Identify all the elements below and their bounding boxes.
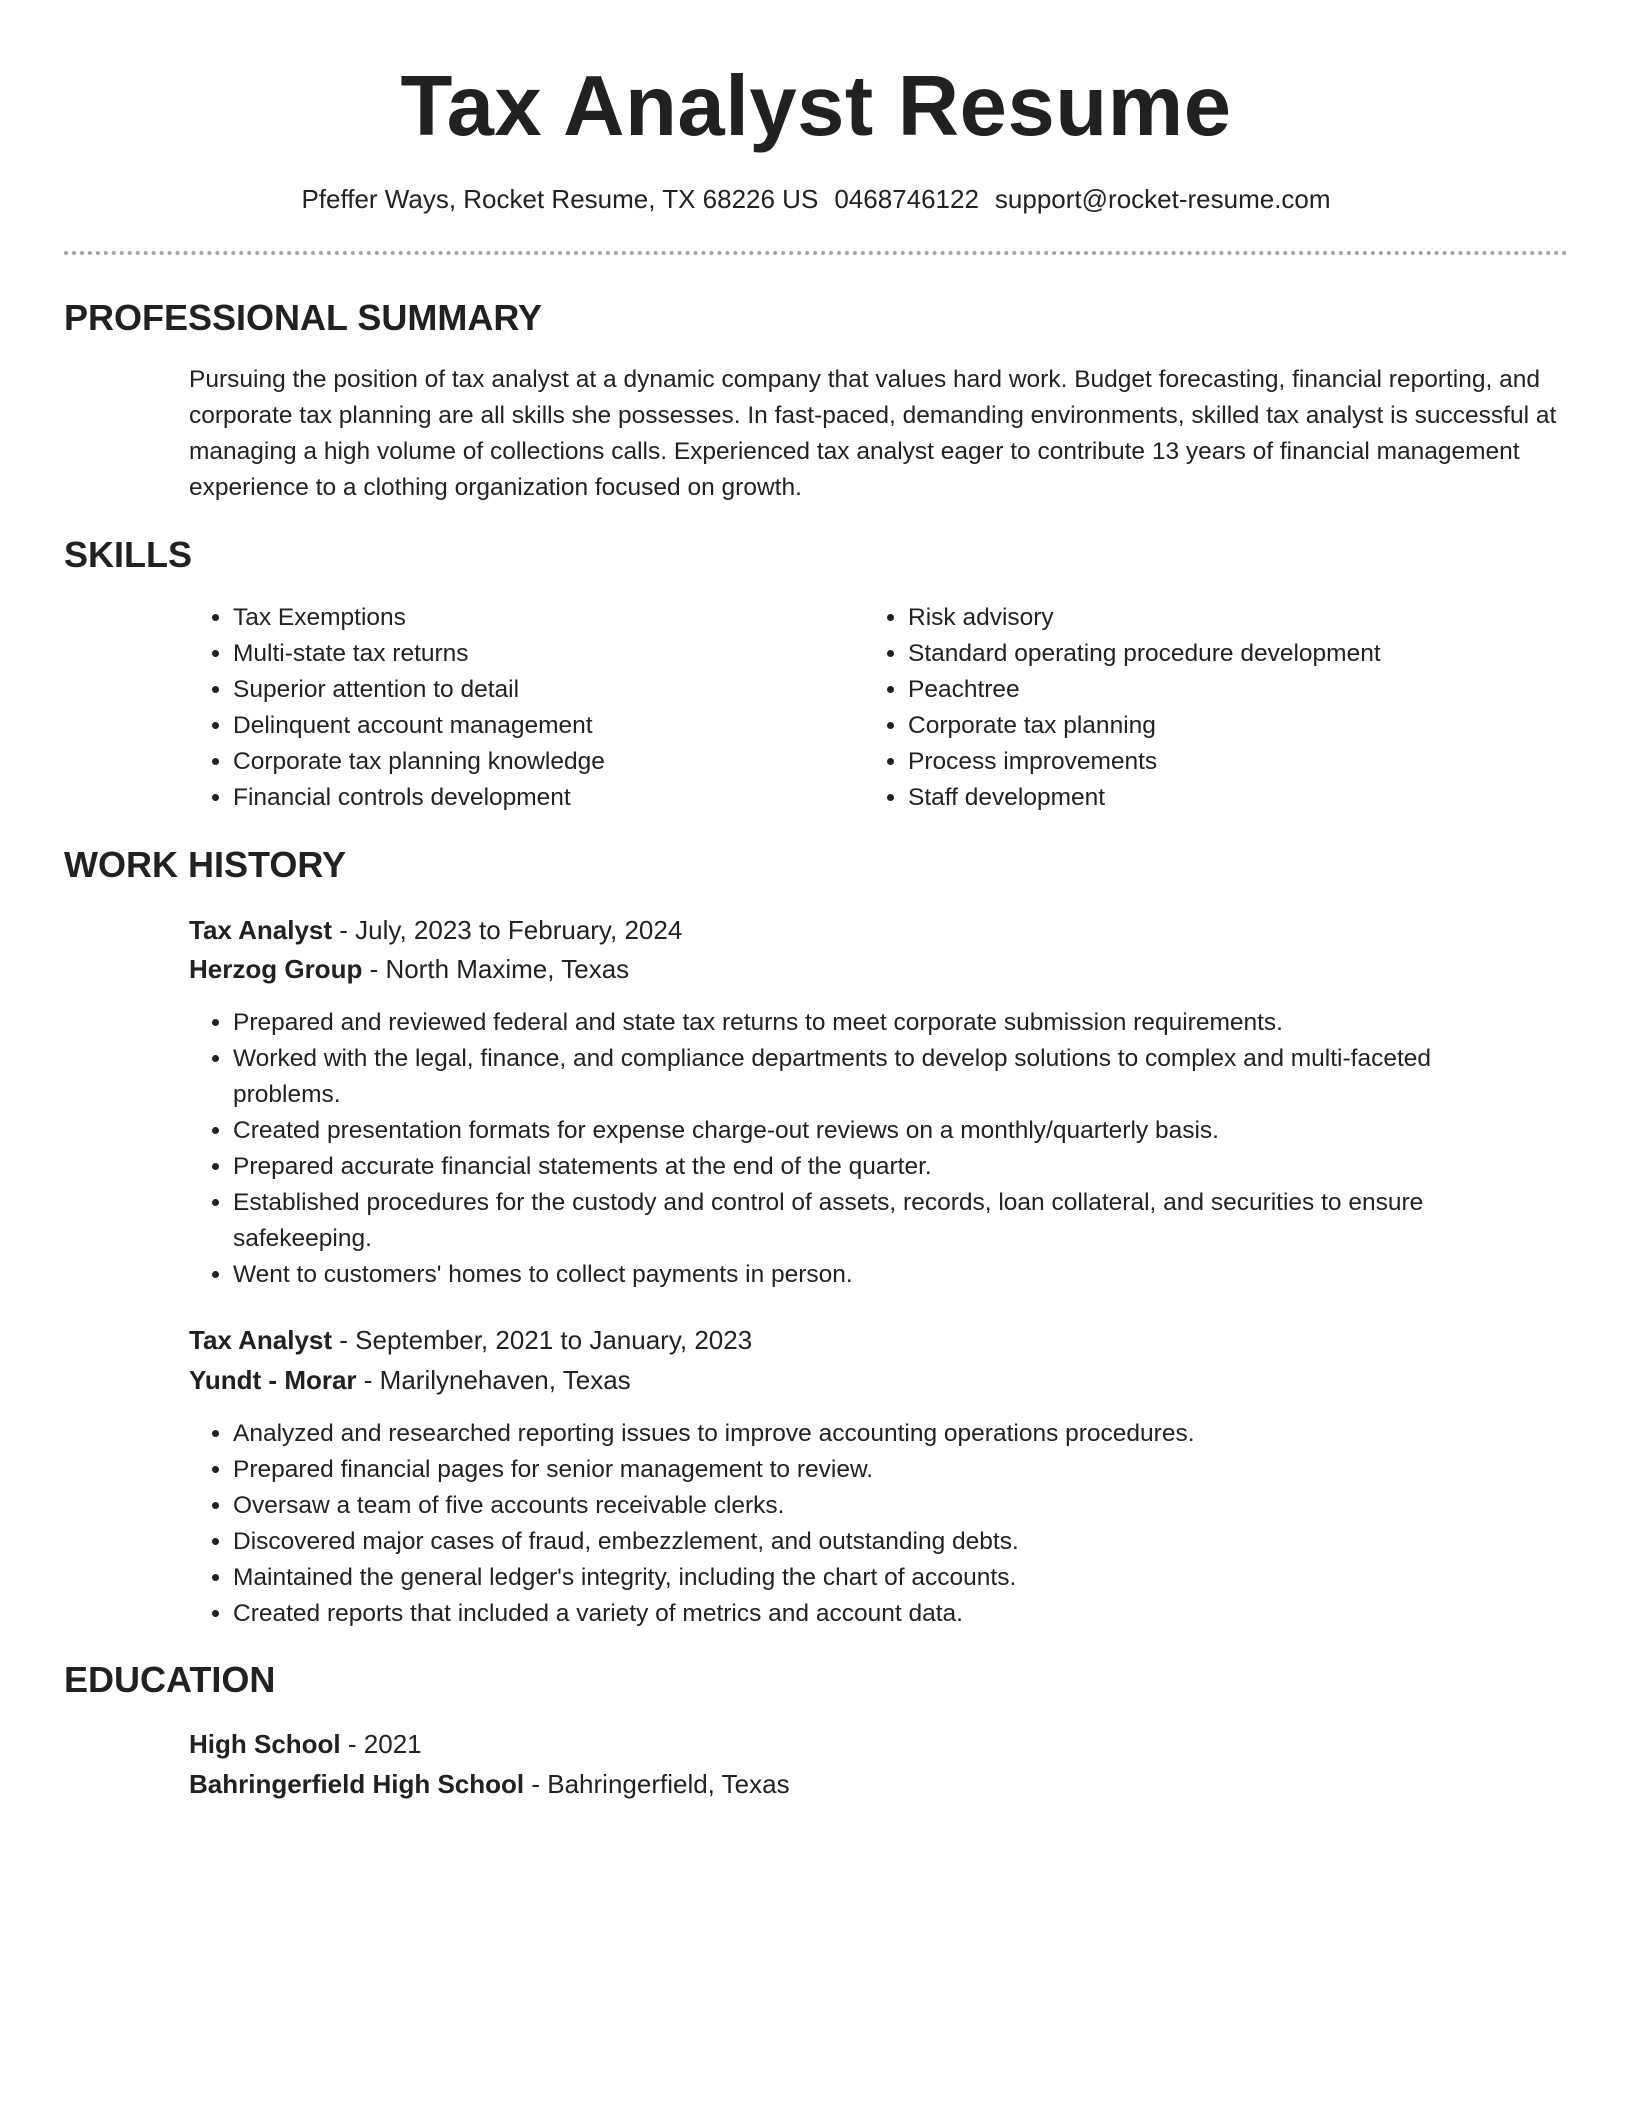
section-title-skills: SKILLS bbox=[64, 534, 193, 575]
skill-item: • Risk advisory bbox=[908, 600, 1608, 636]
skill-item: • Superior attention to detail bbox=[233, 672, 873, 708]
skill-item: • Financial controls development bbox=[233, 780, 873, 816]
education-school: Bahringerfield High School bbox=[189, 1769, 525, 1799]
skills-list-left bbox=[189, 600, 873, 816]
job-bullet: • Oversaw a team of five accounts receivable clerks. bbox=[233, 1488, 1523, 1524]
skill-item: • Delinquent account management bbox=[233, 708, 873, 744]
job-bullet: • Went to customers' homes to collect payments in person. bbox=[233, 1257, 1523, 1293]
summary-text: Pursuing the position of tax analyst at a dynamic company that values hard work. Budget forecasting, financial reporting, and corporate tax planning are all skills she possesses. In fast-paced, demanding environments, skilled tax analyst is successful at managing a high volume of collections calls. Experienced tax analyst eager to contribute 13 years of financial management experience to a clothing organization focused on growth. bbox=[189, 366, 1557, 501]
job-company-line bbox=[189, 951, 629, 987]
contact-phone: 0468746122 bbox=[834, 184, 979, 214]
job-company-line bbox=[189, 1362, 631, 1398]
job-location: - Marilynehaven, Texas bbox=[356, 1365, 631, 1395]
skill-item: • Staff development bbox=[908, 780, 1608, 816]
education-school-line bbox=[189, 1766, 790, 1802]
job-bullets bbox=[189, 1005, 1523, 1293]
job-bullets bbox=[189, 1416, 1523, 1632]
job-title-line bbox=[189, 1322, 752, 1358]
job-dates: - July, 2023 to February, 2024 bbox=[332, 915, 683, 945]
skill-item: • Standard operating procedure development bbox=[908, 636, 1608, 672]
job-title-line bbox=[189, 912, 682, 948]
education-degree-line bbox=[189, 1726, 422, 1762]
education-degree: High School bbox=[189, 1729, 341, 1759]
section-title-education: EDUCATION bbox=[64, 1659, 276, 1700]
job-bullet: • Prepared financial pages for senior management to review. bbox=[233, 1452, 1523, 1488]
job-location: - North Maxime, Texas bbox=[362, 954, 630, 984]
section-title-summary: PROFESSIONAL SUMMARY bbox=[64, 297, 543, 338]
header-divider bbox=[64, 251, 1568, 255]
job-role: Tax Analyst bbox=[189, 1325, 333, 1355]
skill-item: • Tax Exemptions bbox=[233, 600, 873, 636]
job-company: Yundt - Morar bbox=[189, 1365, 357, 1395]
job-bullet: • Maintained the general ledger's integrity, including the chart of accounts. bbox=[233, 1560, 1523, 1596]
job-bullet: • Prepared and reviewed federal and state tax returns to meet corporate submission requirements. bbox=[233, 1005, 1523, 1041]
job-bullet: • Prepared accurate financial statements at the end of the quarter. bbox=[233, 1149, 1523, 1185]
skill-item: • Peachtree bbox=[908, 672, 1608, 708]
job-bullet: • Worked with the legal, finance, and compliance departments to develop solutions to complex and multi-faceted problems. bbox=[233, 1041, 1523, 1113]
job-role: Tax Analyst bbox=[189, 915, 333, 945]
job-bullet: • Discovered major cases of fraud, embezzlement, and outstanding debts. bbox=[233, 1524, 1523, 1560]
job-bullet: • Analyzed and researched reporting issues to improve accounting operations procedures. bbox=[233, 1416, 1523, 1452]
education-year: - 2021 bbox=[340, 1729, 422, 1759]
skill-item: • Corporate tax planning bbox=[908, 708, 1608, 744]
skills-list-right bbox=[864, 600, 1608, 816]
job-company: Herzog Group bbox=[189, 954, 363, 984]
contact-line bbox=[0, 182, 1632, 216]
skill-item: • Multi-state tax returns bbox=[233, 636, 873, 672]
resume-title: Tax Analyst Resume bbox=[400, 59, 1232, 154]
job-bullet: • Created presentation formats for expense charge-out reviews on a monthly/quarterly basis. bbox=[233, 1113, 1523, 1149]
job-dates: - September, 2021 to January, 2023 bbox=[332, 1325, 753, 1355]
skill-item: • Corporate tax planning knowledge bbox=[233, 744, 873, 780]
job-bullet: • Established procedures for the custody and control of assets, records, loan collateral, and securities to ensure safekeeping. bbox=[233, 1185, 1523, 1257]
skill-item: • Process improvements bbox=[908, 744, 1608, 780]
contact-email[interactable]: support@rocket-resume.com bbox=[994, 184, 1331, 214]
education-location: - Bahringerfield, Texas bbox=[524, 1769, 790, 1799]
section-title-work: WORK HISTORY bbox=[64, 844, 347, 885]
contact-address: Pfeffer Ways, Rocket Resume, TX 68226 US bbox=[301, 184, 819, 214]
job-bullet: • Created reports that included a variety of metrics and account data. bbox=[233, 1596, 1523, 1632]
